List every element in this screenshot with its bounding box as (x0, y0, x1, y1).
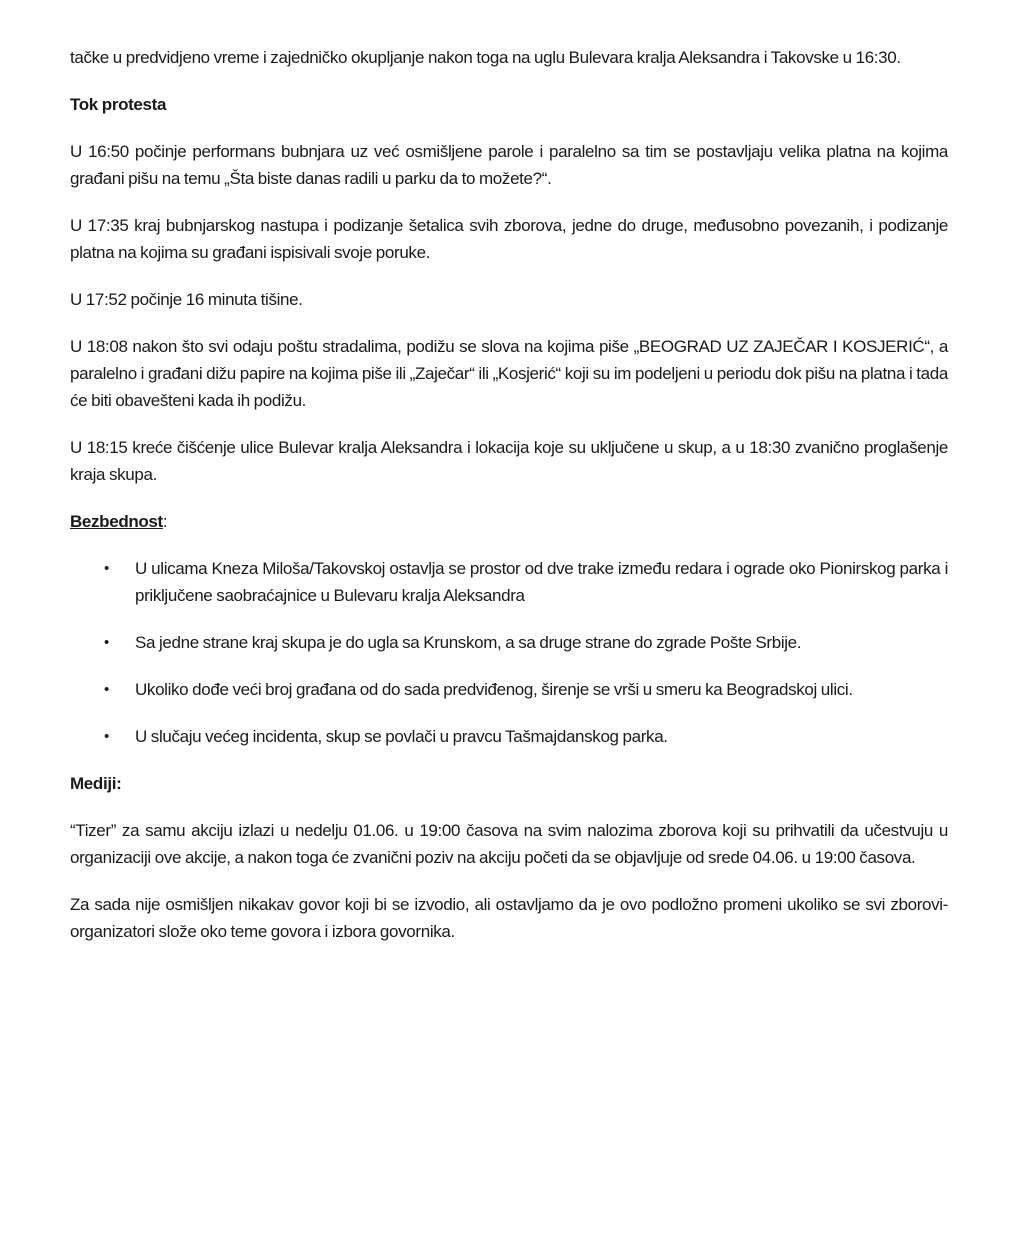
list-item-text: Ukoliko dođe veći broj građana od do sada predviđenog, širenje se vrši u smeru ka Beogradskoj ulici. (135, 680, 853, 699)
timeline-paragraph-1808: U 18:08 nakon što svi odaju poštu stradalima, podižu se slova na kojima piše „BEOGRAD UZ ZAJEČAR I KOSJERIĆ“, a paralelno i građani dižu papire na kojima piše ili „Zaječar“ ili „Kosjerić“ koji su im podeljeni u periodu dok pišu na platna i tada će biti obavešteni kada ih podižu. (70, 337, 948, 410)
list-item-text: Sa jedne strane kraj skupa je do ugla sa Krunskom, a sa druge strane do zgrade Pošte Srbije. (135, 633, 802, 652)
bezbednost-heading-text: Bezbednost (70, 512, 163, 531)
timeline-paragraph-1815: U 18:15 kreće čišćenje ulice Bulevar kralja Aleksandra i lokacija koje su uključene u skup, a u 18:30 zvanično proglašenje kraja skupa. (70, 438, 948, 484)
list-item (70, 555, 948, 609)
list-item (70, 723, 948, 750)
bezbednost-list (70, 555, 948, 750)
section-heading-tok-protesta: Tok protesta (70, 95, 167, 114)
timeline-paragraph-1752: U 17:52 počinje 16 minuta tišine. (70, 290, 303, 309)
list-item-text: U slučaju većeg incidenta, skup se povlači u pravcu Tašmajdanskog parka. (135, 727, 668, 746)
bullet-icon: • (104, 634, 109, 651)
timeline-paragraph-1735: U 17:35 kraj bubnjarskog nastupa i podizanje šetalica svih zborova, jedne do druge, međusobno povezanih, i podizanje platna na kojima su građani ispisivali svoje poruke. (70, 216, 948, 262)
list-item (70, 629, 948, 656)
document-page (70, 44, 948, 965)
media-paragraph-govor: Za sada nije osmišljen nikakav govor koji bi se izvodio, ali ostavljamo da je ovo podložno promeni ukoliko se svi zborovi-organizatori slože oko teme govora i izbora govornika. (70, 895, 948, 941)
bezbednost-heading-colon: : (162, 512, 168, 531)
section-heading-mediji: Mediji: (70, 774, 122, 793)
timeline-paragraph-1650: U 16:50 počinje performans bubnjara uz već osmišljene parole i paralelno sa tim se postavljaju velika platna na kojima građani pišu na temu „Šta biste danas radili u parku da to možete?“. (70, 142, 948, 188)
intro-paragraph: tačke u predvidjeno vreme i zajedničko okupljanje nakon toga na uglu Bulevara kralja Aleksandra i Takovske u 16:30. (70, 48, 901, 67)
list-item (70, 676, 948, 703)
bullet-icon: • (104, 728, 109, 745)
media-paragraph-tizer: “Tizer” za samu akciju izlazi u nedelju 01.06. u 19:00 časova na svim nalozima zborova koji su prihvatili da učestvuju u organizaciji ove akcije, a nakon toga će zvanični poziv na akciju početi da se objavljuje od srede 04.06. u 19:00 časova. (70, 821, 948, 867)
bullet-icon: • (104, 681, 109, 698)
section-heading-bezbednost (70, 508, 948, 535)
bullet-icon: • (104, 560, 109, 577)
list-item-text: U ulicama Kneza Miloša/Takovskoj ostavlja se prostor od dve trake između redara i ograde oko Pionirskog parka i priključene saobraćajnice u Bulevaru kralja Aleksandra (135, 559, 948, 605)
